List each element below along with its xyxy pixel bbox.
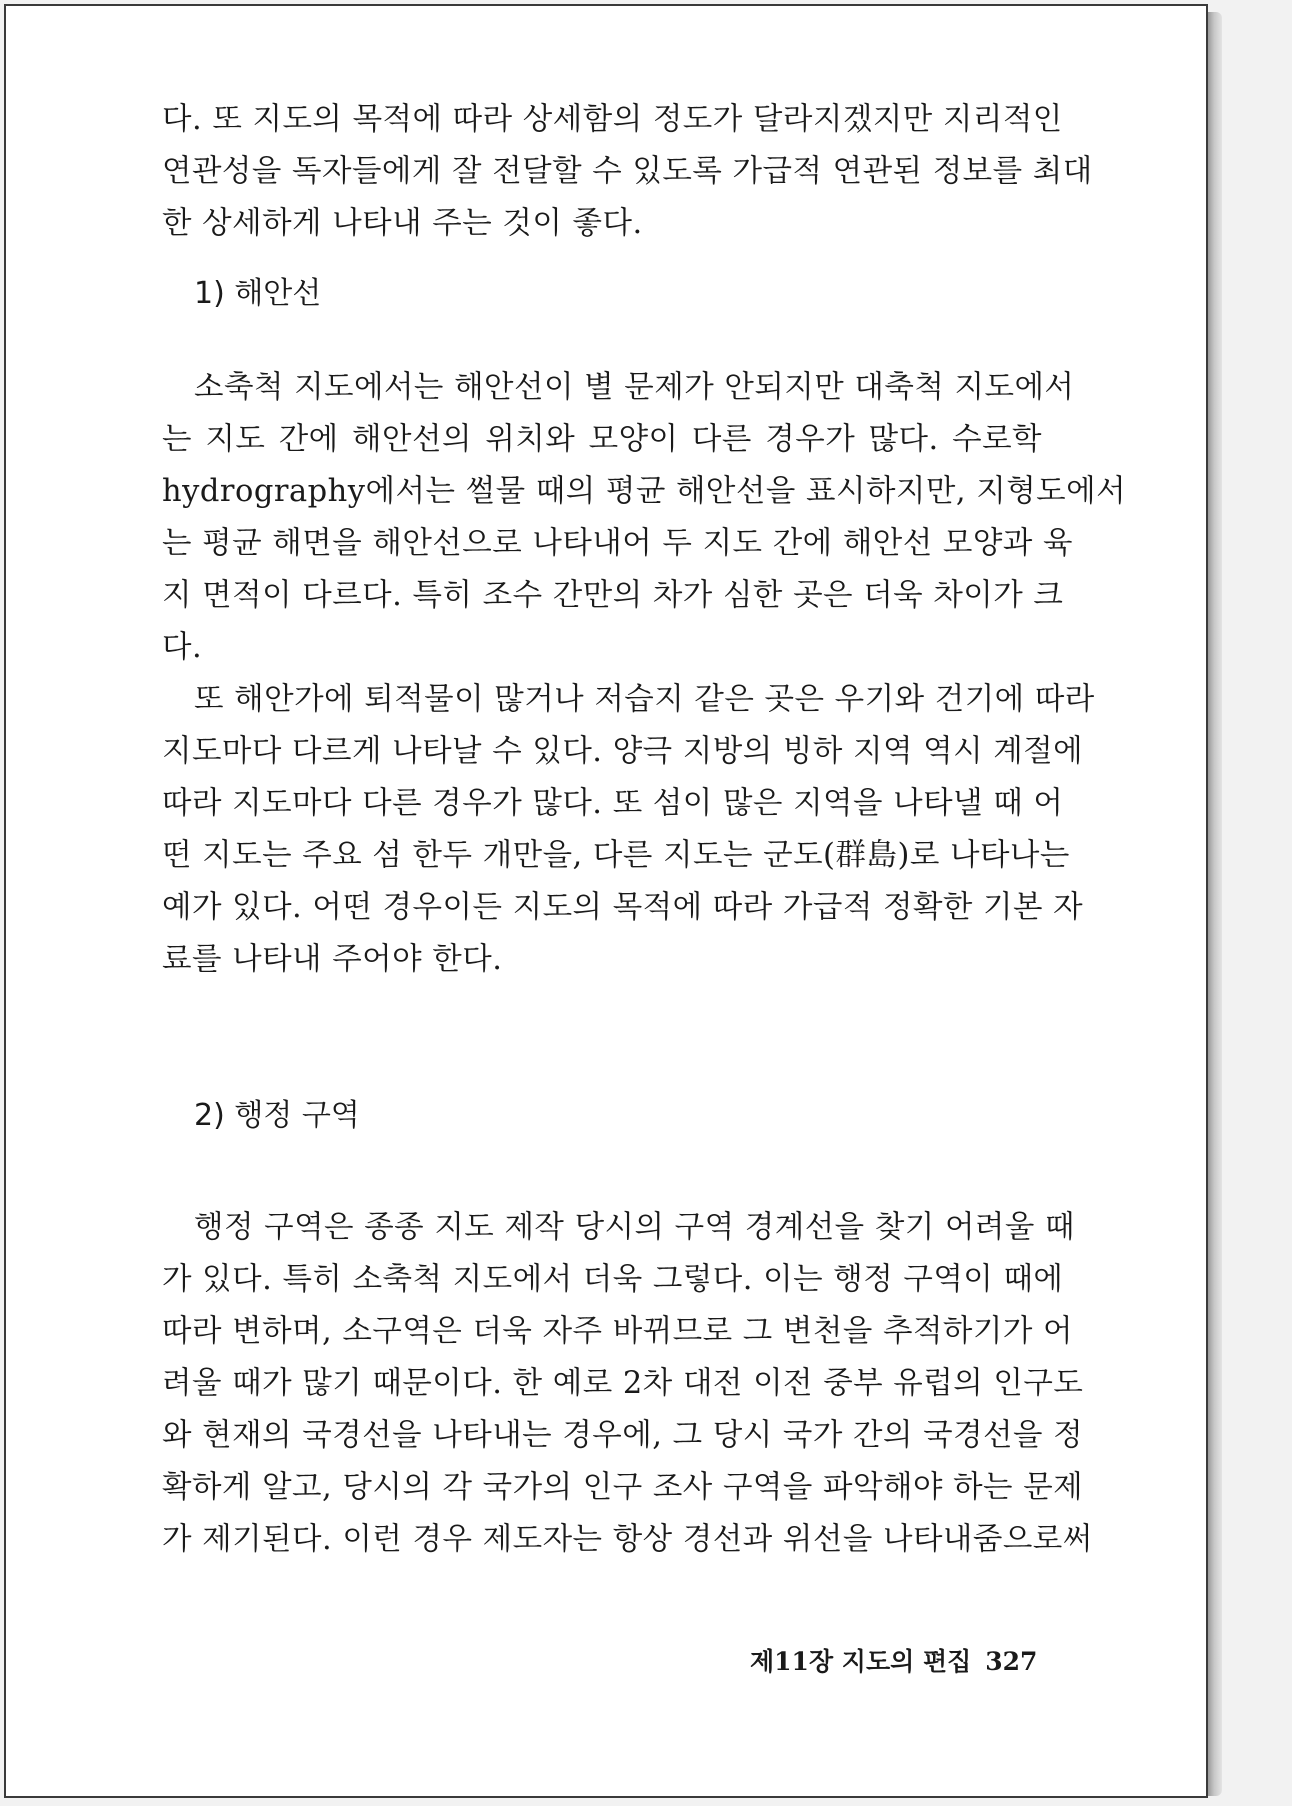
- text-line: 가 있다. 특히 소축척 지도에서 더욱 그렇다. 이는 행정 구역이 때에: [162, 1262, 1064, 1297]
- text-line: 소축척 지도에서는 해안선이 별 문제가 안되지만 대축척 지도에서: [194, 370, 1075, 405]
- section-heading-admin-areas: 2) 행정 구역: [194, 1098, 360, 1133]
- section-heading-coastline: 1) 해안선: [194, 276, 322, 311]
- text-line: 는 지도 간에 해안선의 위치와 모양이 다른 경우가 많다. 수로학: [162, 422, 1042, 457]
- page-footer: [750, 1642, 1037, 1682]
- text-line: hydrography에서는 썰물 때의 평균 해안선을 표시하지만, 지형도에서: [162, 474, 1127, 509]
- text-line: 떤 지도는 주요 섬 한두 개만을, 다른 지도는 군도(群島)로 나타나는: [162, 838, 1070, 873]
- text-line: 지도마다 다르게 나타날 수 있다. 양극 지방의 빙하 지역 역시 계절에: [162, 734, 1084, 769]
- text-line: 는 평균 해면을 해안선으로 나타내어 두 지도 간에 해안선 모양과 육: [162, 526, 1073, 561]
- text-line: 가 제기된다. 이런 경우 제도자는 항상 경선과 위선을 나타내줌으로써: [162, 1522, 1093, 1557]
- text-line: 와 현재의 국경선을 나타내는 경우에, 그 당시 국가 간의 국경선을 정: [162, 1418, 1084, 1453]
- text-line: 지 면적이 다르다. 특히 조수 간만의 차가 심한 곳은 더욱 차이가 크: [162, 578, 1064, 613]
- paragraph-intro: [162, 94, 1093, 250]
- text-line: 연관성을 독자들에게 잘 전달할 수 있도록 가급적 연관된 정보를 최대: [162, 154, 1093, 189]
- text-line: 또 해안가에 퇴적물이 많거나 저습지 같은 곳은 우기와 건기에 따라: [194, 682, 1095, 717]
- text-line: 다. 또 지도의 목적에 따라 상세함의 정도가 달라지겠지만 지리적인: [162, 102, 1063, 137]
- text-line: 다.: [162, 630, 203, 665]
- text-line: 행정 구역은 종종 지도 제작 당시의 구역 경계선을 찾기 어려울 때: [194, 1210, 1075, 1245]
- paragraph-coastline-1: [162, 362, 1127, 674]
- page-edge-shadow: [1208, 12, 1222, 1796]
- text-line: 한 상세하게 나타내 주는 것이 좋다.: [162, 206, 643, 241]
- chapter-title: 제11장 지도의 편집: [750, 1647, 972, 1676]
- text-line: 예가 있다. 어떤 경우이든 지도의 목적에 따라 가급적 정확한 기본 자: [162, 890, 1084, 925]
- text-line: 따라 변하며, 소구역은 더욱 자주 바뀌므로 그 변천을 추적하기가 어: [162, 1314, 1073, 1349]
- text-line: 료를 나타내 주어야 한다.: [162, 942, 503, 977]
- text-line: 확하게 알고, 당시의 각 국가의 인구 조사 구역을 파악해야 하는 문제: [162, 1470, 1084, 1505]
- paragraph-coastline-2: [162, 674, 1095, 986]
- book-page: [4, 4, 1208, 1798]
- text-line: 따라 지도마다 다른 경우가 많다. 또 섬이 많은 지역을 나타낼 때 어: [162, 786, 1064, 821]
- page-number: 327: [985, 1647, 1038, 1676]
- paragraph-admin-areas: [162, 1202, 1093, 1566]
- text-line: 려울 때가 많기 때문이다. 한 예로 2차 대전 이전 중부 유럽의 인구도: [162, 1366, 1084, 1401]
